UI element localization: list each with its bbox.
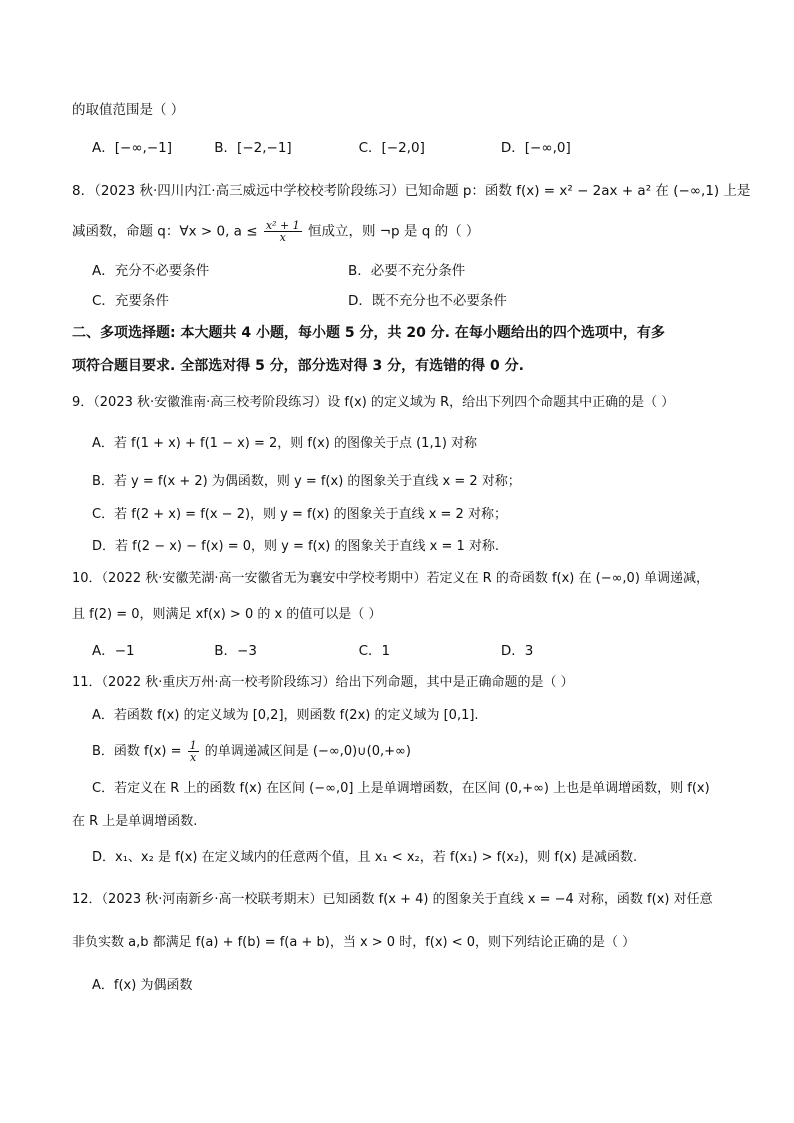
q11-optb-pre: B．函数 f(x) = <box>92 744 186 759</box>
q8-frac-num: x² + 1 <box>265 219 300 232</box>
section2-heading-line1: 二、多项选择题: 本大题共 4 小题，每小题 5 分，共 20 分. 在每小题给出的四个选项中，有多 <box>72 325 665 341</box>
q8-option-b: B．必要不充分条件 <box>348 263 466 279</box>
q9-option-c: C．若 f(2 + x) = f(x − 2)，则 y = f(x) 的图象关于直线 x = 2 对称； <box>92 507 507 522</box>
q11-frac-num: 1 <box>189 739 197 752</box>
q11-option-b <box>92 740 411 763</box>
q10-option-d: D．3 <box>500 643 534 659</box>
q10-option-c: C．1 <box>358 643 391 659</box>
q10-stem-line1: 10．（2022 秋·安徽芜湖·高一安徽省无为襄安中学校考期中）若定义在 R 的奇函数 f(x) 在 (−∞,0) 单调递减， <box>72 571 710 586</box>
q12-stem-line1: 12．（2023 秋·河南新乡·高一校联考期末）已知函数 f(x + 4) 的图象关于直线 x = −4 对称，函数 f(x) 对任意 <box>72 892 713 907</box>
q8-option-a: A．充分不必要条件 <box>92 263 210 279</box>
q8-stem-line1: 8．（2023 秋·四川内江·高三威远中学校校考阶段练习）已知命题 p：函数 f(x) = x² − 2ax + a² 在 (−∞,1) 上是 <box>72 183 751 199</box>
q7-option-b: B．[−2,−1] <box>214 140 292 156</box>
q10-stem-line2: 且 f(2) = 0，则满足 xf(x) > 0 的 x 的值可以是（ ） <box>72 607 382 622</box>
q8-stem-line2 <box>72 220 479 243</box>
q7-options <box>92 138 712 158</box>
q11-option-c-line2: 在 R 上是单调增函数. <box>72 814 198 829</box>
q8-option-d: D．既不充分也不必要条件 <box>348 293 507 309</box>
q8-line2-pre: 减函数，命题 q：∀x > 0, a ≤ <box>72 223 262 240</box>
q11-stem: 11．（2022 秋·重庆万州·高一校考阶段练习）给出下列命题，其中是正确命题的是（ ） <box>72 675 574 690</box>
q7-option-a: A．[−∞,−1] <box>92 140 173 156</box>
q12-stem-line2: 非负实数 a,b 都满足 f(a) + f(b) = f(a + b)，当 x > 0 时，f(x) < 0，则下列结论正确的是（ ） <box>72 935 636 950</box>
q8-option-c: C．充要条件 <box>92 293 169 309</box>
q8-frac-den: x <box>279 231 286 244</box>
q12-option-a: A．f(x) 为偶函数 <box>92 978 193 993</box>
q10-options <box>92 641 712 661</box>
q9-option-d: D．若 f(2 − x) − f(x) = 0，则 y = f(x) 的图象关于直线 x = 1 对称. <box>92 539 500 554</box>
q8-line2-post: 恒成立，则 ¬p 是 q 的（ ） <box>303 223 480 240</box>
q8-fraction <box>264 220 302 243</box>
q7-stem-tail: 的取值范围是（ ） <box>72 102 185 118</box>
q10-option-a: A．−1 <box>92 643 135 659</box>
q11-option-a: A．若函数 f(x) 的定义域为 [0,2]，则函数 f(2x) 的定义域为 [0,1]. <box>92 708 479 723</box>
section2-heading-line2: 项符合题目要求. 全部选对得 5 分，部分选对得 3 分，有选错的得 0 分. <box>72 358 524 374</box>
q7-option-c: C．[−2,0] <box>358 140 425 156</box>
q9-option-b: B．若 y = f(x + 2) 为偶函数，则 y = f(x) 的图象关于直线 x = 2 对称； <box>92 474 521 489</box>
q7-option-d: D．[−∞,0] <box>500 140 571 156</box>
q11-option-d: D．x₁、x₂ 是 f(x) 在定义域内的任意两个值，且 x₁ < x₂，若 f(x₁) > f(x₂)，则 f(x) 是减函数. <box>92 850 638 865</box>
q11-fraction <box>188 740 199 763</box>
q10-option-b: B．−3 <box>214 643 257 659</box>
q11-optb-post: 的单调递减区间是 (−∞,0)∪(0,+∞) <box>200 744 411 759</box>
q11-frac-den: x <box>190 751 197 764</box>
q11-option-c-line1: C．若定义在 R 上的函数 f(x) 在区间 (−∞,0] 上是单调增函数，在区间 (0,+∞) 上也是单调增函数，则 f(x) <box>92 781 710 796</box>
q9-stem: 9．（2023 秋·安徽淮南·高三校考阶段练习）设 f(x) 的定义域为 R，给出下列四个命题其中正确的是（ ） <box>72 395 675 410</box>
q9-option-a: A．若 f(1 + x) + f(1 − x) = 2，则 f(x) 的图像关于点 (1,1) 对称 <box>92 436 478 451</box>
